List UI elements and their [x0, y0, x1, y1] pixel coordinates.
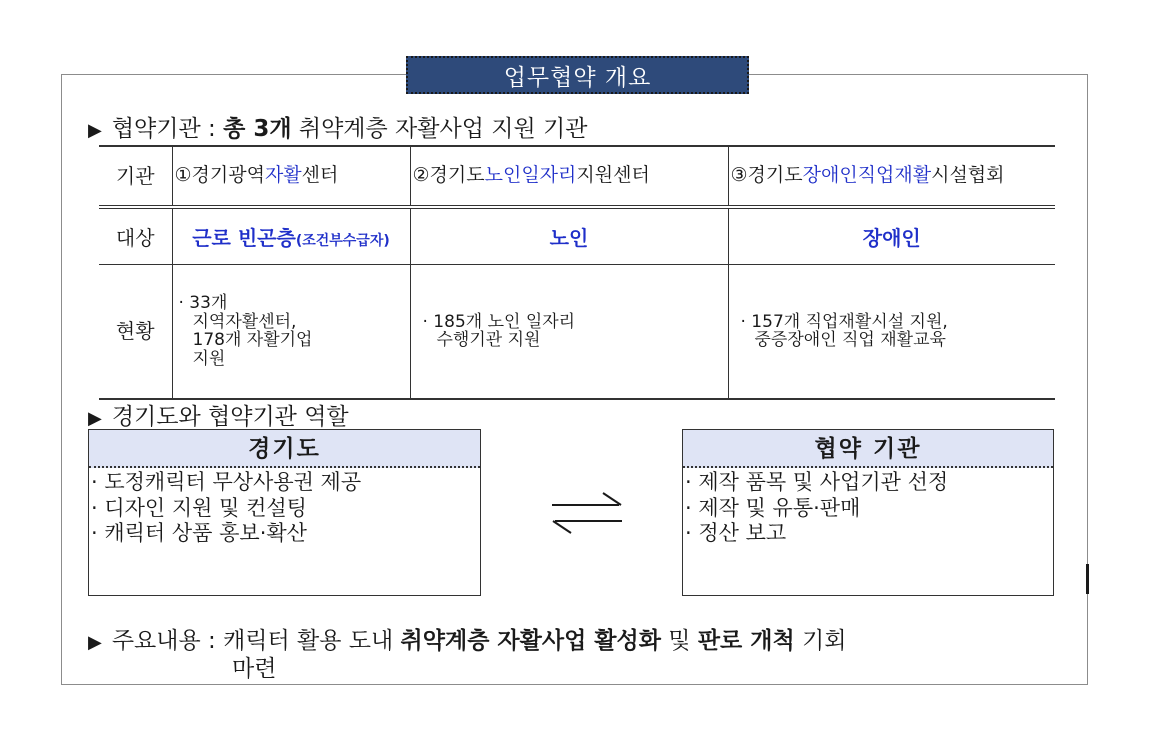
section-heading-agreement-orgs [88, 110, 587, 143]
table-row-targets [99, 207, 1055, 264]
box-body [683, 468, 1053, 547]
org-cell: ①경기광역자활센터 [172, 146, 410, 207]
exchange-arrows-icon [547, 487, 627, 539]
main-content-text: 주요내용 : 캐릭터 활용 도내 [111, 628, 401, 654]
list-item: · 정산 보고 [685, 521, 787, 546]
section-heading-main-content [88, 622, 846, 685]
row-label: 대상 [99, 207, 172, 264]
section-heading-roles [88, 398, 349, 431]
row-label: 기관 [99, 146, 172, 207]
main-content-continuation: 마련 [232, 656, 277, 682]
box-body [89, 468, 480, 547]
bold-text: 취약계층 자활사업 활성화 [400, 628, 661, 654]
list-item: · 캐릭터 상품 홍보·확산 [91, 521, 307, 546]
agreement-table [99, 145, 1055, 400]
org-cell: ②경기도노인일자리지원센터 [410, 146, 728, 207]
list-item: · 제작 품목 및 사업기관 선정 [685, 470, 949, 494]
row-label: 현황 [99, 264, 172, 399]
target-cell: 장애인 [728, 207, 1055, 264]
main-content-text: 기회 [794, 628, 847, 654]
heading-rest-text: 취약계층 자활사업 지원 기관 [291, 116, 588, 142]
box-title: 경기도 [89, 430, 480, 468]
list-item: · 제작 및 유통·판매 [685, 495, 861, 520]
edge-mark [1086, 564, 1089, 594]
triangle-right-icon: ▶ [88, 120, 102, 141]
table-row-status [99, 264, 1055, 399]
page-title: 업무협약 개요 [406, 56, 749, 94]
status-cell: · 33개 지역자활센터, 178개 자활기업 지원 [172, 264, 410, 399]
bold-text: 판로 개척 [697, 628, 795, 654]
org-cell: ③경기도장애인직업재활시설협회 [728, 146, 1055, 207]
box-title: 협약 기관 [683, 430, 1053, 468]
heading-bold-text: 총 3개 [223, 116, 292, 142]
triangle-right-icon: ▶ [88, 408, 102, 429]
table-row-orgs [99, 146, 1055, 207]
gyeonggi-role-box [88, 429, 481, 596]
status-cell: · 157개 직업재활시설 지원, 중증장애인 직업 재활교육 [728, 264, 1055, 399]
triangle-right-icon: ▶ [88, 632, 102, 653]
target-cell: 노인 [410, 207, 728, 264]
list-item: · 도정캐릭터 무상사용권 제공 [91, 470, 362, 494]
status-cell: · 185개 노인 일자리 수행기관 지원 [410, 264, 728, 399]
heading-text: 협약기관 : [111, 116, 224, 142]
partner-role-box [682, 429, 1054, 596]
main-content-text: 및 [660, 628, 698, 654]
list-item: · 디자인 지원 및 컨설팅 [91, 495, 307, 520]
heading-text: 경기도와 협약기관 역할 [111, 404, 349, 430]
target-cell: 근로 빈곤층(조건부수급자) [172, 207, 410, 264]
